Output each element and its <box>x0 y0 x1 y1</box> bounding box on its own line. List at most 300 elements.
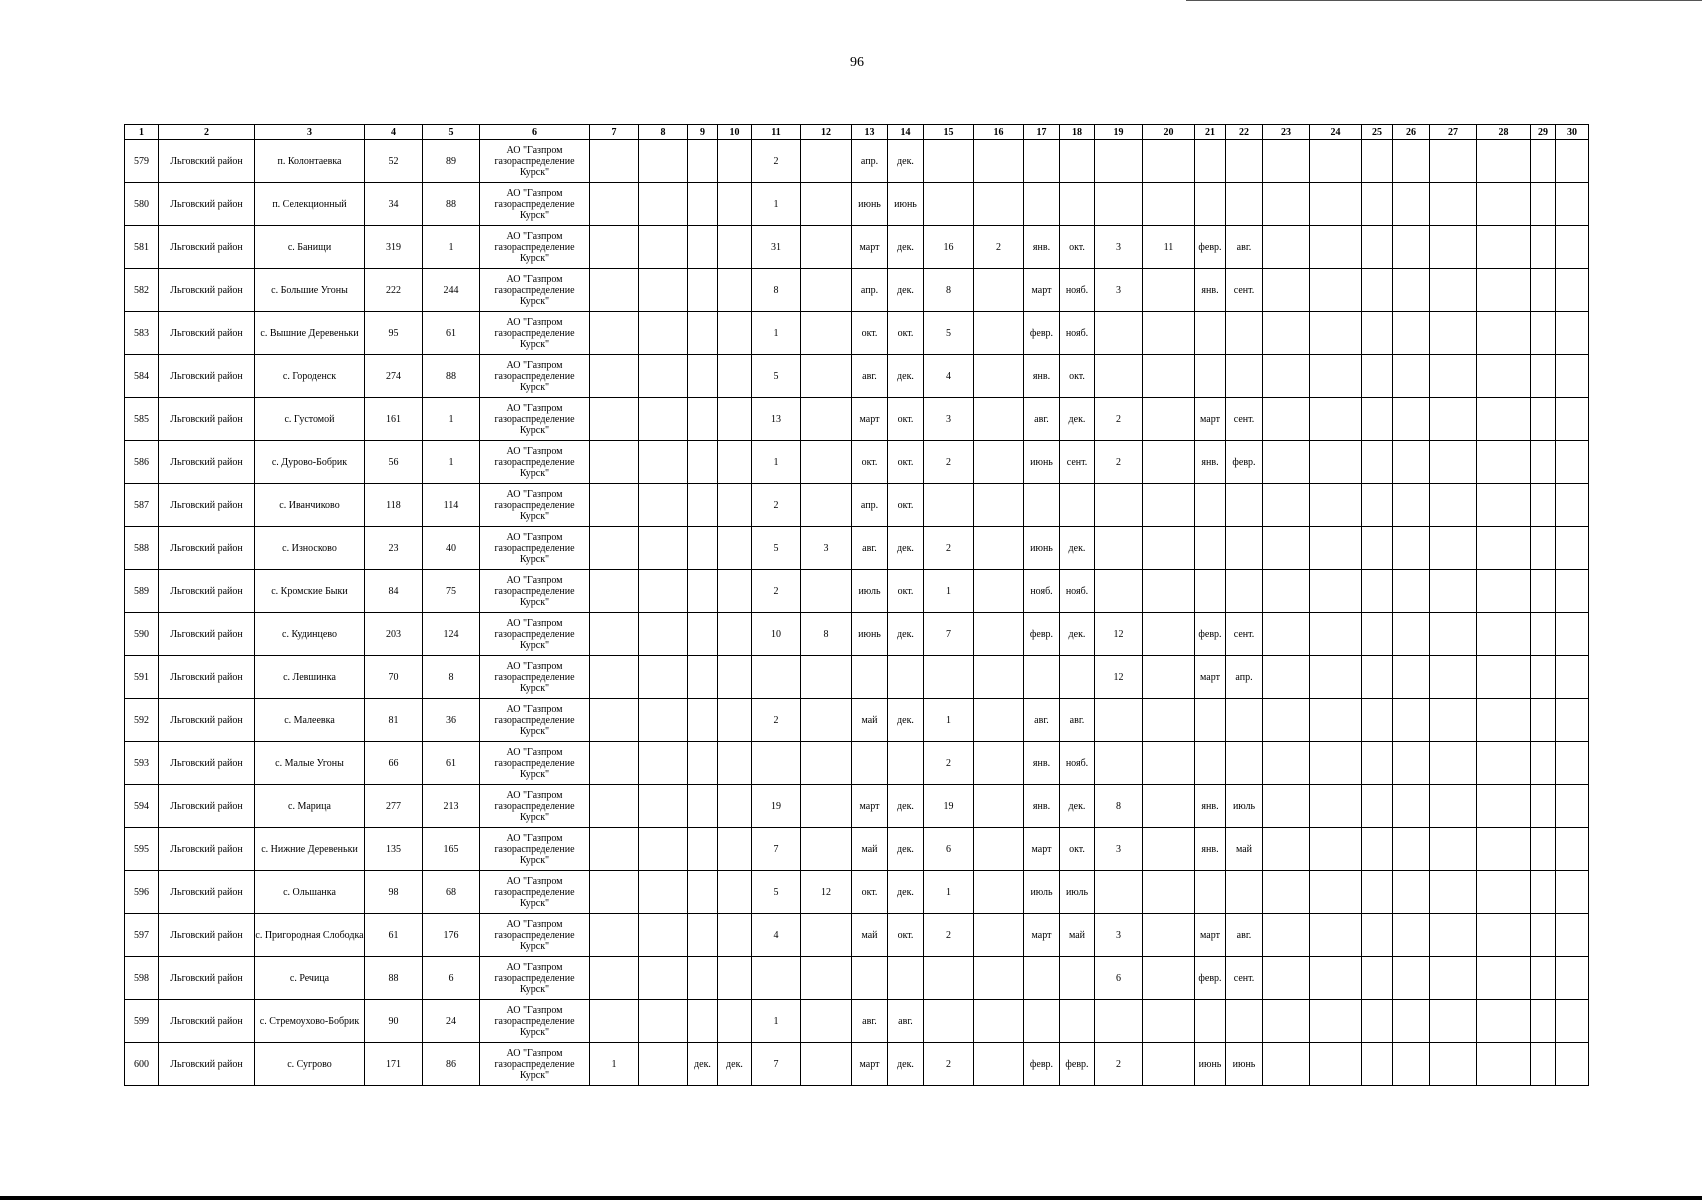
column-number: 27 <box>1430 125 1477 140</box>
table-cell: авг. <box>852 1000 888 1043</box>
table-cell <box>1263 570 1310 613</box>
table-cell <box>718 1000 752 1043</box>
table-row <box>125 140 1589 183</box>
table-cell <box>1310 742 1362 785</box>
table-cell <box>1095 570 1143 613</box>
table-cell <box>1556 269 1589 312</box>
table-cell <box>688 570 718 613</box>
table-row <box>125 183 1589 226</box>
table-cell: янв. <box>1024 226 1060 269</box>
table-cell: 86 <box>423 1043 480 1086</box>
table-cell <box>924 1000 974 1043</box>
table-cell: 88 <box>423 183 480 226</box>
table-row <box>125 699 1589 742</box>
table-cell: 135 <box>365 828 423 871</box>
table-cell: 597 <box>125 914 159 957</box>
table-cell <box>1362 140 1393 183</box>
table-cell: март <box>1195 398 1226 441</box>
table-cell: с. Нижние Деревеньки <box>255 828 365 871</box>
table-cell <box>801 742 852 785</box>
table-cell <box>718 355 752 398</box>
table-cell <box>801 484 852 527</box>
table-cell <box>1195 355 1226 398</box>
table-cell <box>974 484 1024 527</box>
table-cell <box>801 441 852 484</box>
table-cell: 11 <box>1143 226 1195 269</box>
table-cell <box>1024 656 1060 699</box>
table-row <box>125 742 1589 785</box>
table-cell <box>924 140 974 183</box>
table-cell <box>1531 914 1556 957</box>
table-cell <box>688 742 718 785</box>
table-cell <box>1430 183 1477 226</box>
table-cell: 581 <box>125 226 159 269</box>
table-cell <box>974 957 1024 1000</box>
table-cell <box>688 914 718 957</box>
table-cell <box>1430 570 1477 613</box>
table-cell <box>1263 1043 1310 1086</box>
table-cell <box>688 312 718 355</box>
table-cell <box>1393 355 1430 398</box>
table-cell: дек. <box>1060 785 1095 828</box>
table-cell <box>1226 312 1263 355</box>
table-cell: 2 <box>1095 441 1143 484</box>
table-cell: 88 <box>423 355 480 398</box>
table-cell: 10 <box>752 613 801 656</box>
table-cell <box>1531 785 1556 828</box>
table-cell: окт. <box>1060 828 1095 871</box>
table-cell <box>1310 398 1362 441</box>
table-cell <box>1195 742 1226 785</box>
table-cell: авг. <box>888 1000 924 1043</box>
table-cell <box>1362 183 1393 226</box>
table-cell <box>718 699 752 742</box>
table-cell <box>590 226 639 269</box>
table-cell: АО "Газпром газораспределение Курск" <box>480 914 590 957</box>
table-cell: 12 <box>801 871 852 914</box>
table-cell: 19 <box>752 785 801 828</box>
table-cell <box>1226 871 1263 914</box>
table-cell: февр. <box>1024 1043 1060 1086</box>
table-cell <box>590 183 639 226</box>
table-cell <box>718 914 752 957</box>
table-cell: с. Ольшанка <box>255 871 365 914</box>
table-cell <box>1393 269 1430 312</box>
column-number: 11 <box>752 125 801 140</box>
table-cell <box>752 656 801 699</box>
column-number: 5 <box>423 125 480 140</box>
table-cell <box>1263 398 1310 441</box>
table-cell <box>718 957 752 1000</box>
table-cell: АО "Газпром газораспределение Курск" <box>480 183 590 226</box>
table-cell: окт. <box>1060 355 1095 398</box>
table-cell: АО "Газпром газораспределение Курск" <box>480 441 590 484</box>
table-cell <box>1310 785 1362 828</box>
table-cell <box>1143 914 1195 957</box>
table-row <box>125 355 1589 398</box>
table-cell: 589 <box>125 570 159 613</box>
column-number: 14 <box>888 125 924 140</box>
table-cell <box>1263 226 1310 269</box>
table-cell <box>852 742 888 785</box>
table-cell <box>1393 570 1430 613</box>
table-cell: с. Малеевка <box>255 699 365 742</box>
table-cell <box>1095 1000 1143 1043</box>
table-cell: 590 <box>125 613 159 656</box>
table-cell <box>590 828 639 871</box>
table-cell <box>1393 656 1430 699</box>
table-cell: март <box>1024 914 1060 957</box>
table-cell <box>1310 613 1362 656</box>
table-cell: 68 <box>423 871 480 914</box>
table-cell <box>1477 785 1531 828</box>
table-cell: окт. <box>888 914 924 957</box>
table-cell: Льговский район <box>159 613 255 656</box>
table-cell <box>1531 226 1556 269</box>
column-number: 4 <box>365 125 423 140</box>
column-number: 15 <box>924 125 974 140</box>
table-cell: с. Кудинцево <box>255 613 365 656</box>
table-cell: июнь <box>1226 1043 1263 1086</box>
table-cell <box>718 527 752 570</box>
table-cell <box>1226 742 1263 785</box>
table-cell <box>590 871 639 914</box>
table-cell: с. Стремоухово-Бобрик <box>255 1000 365 1043</box>
table-cell <box>1263 527 1310 570</box>
table-cell: 244 <box>423 269 480 312</box>
table-cell: АО "Газпром газораспределение Курск" <box>480 312 590 355</box>
table-row <box>125 527 1589 570</box>
table-cell <box>974 312 1024 355</box>
table-cell: 114 <box>423 484 480 527</box>
table-cell <box>639 312 688 355</box>
table-cell <box>1556 441 1589 484</box>
table-cell <box>688 398 718 441</box>
table-cell: Льговский район <box>159 785 255 828</box>
table-cell <box>1143 1043 1195 1086</box>
table-cell <box>639 656 688 699</box>
table-cell <box>1060 484 1095 527</box>
table-cell: авг. <box>852 355 888 398</box>
table-cell: янв. <box>1024 355 1060 398</box>
table-cell <box>1430 441 1477 484</box>
table-cell <box>1310 441 1362 484</box>
table-cell <box>1556 355 1589 398</box>
table-cell <box>974 1000 1024 1043</box>
table-cell <box>1310 699 1362 742</box>
table-cell <box>1195 312 1226 355</box>
table-cell: 98 <box>365 871 423 914</box>
table-cell <box>974 828 1024 871</box>
table-cell: 1 <box>752 183 801 226</box>
table-cell <box>1430 527 1477 570</box>
table-cell: 274 <box>365 355 423 398</box>
table-cell <box>1430 914 1477 957</box>
table-cell: окт. <box>888 312 924 355</box>
table-cell <box>1556 742 1589 785</box>
table-cell <box>1310 312 1362 355</box>
table-cell <box>1263 699 1310 742</box>
table-cell: окт. <box>888 398 924 441</box>
table-cell: апр. <box>852 269 888 312</box>
table-cell <box>974 742 1024 785</box>
table-row <box>125 828 1589 871</box>
table-cell <box>1430 484 1477 527</box>
table-cell <box>924 183 974 226</box>
table-cell <box>1477 398 1531 441</box>
table-cell <box>1531 183 1556 226</box>
table-cell: июнь <box>1024 527 1060 570</box>
table-cell <box>801 699 852 742</box>
table-cell <box>1226 355 1263 398</box>
table-cell <box>974 398 1024 441</box>
table-cell <box>590 785 639 828</box>
table-cell <box>1393 914 1430 957</box>
table-cell <box>1393 484 1430 527</box>
table-cell <box>1195 570 1226 613</box>
table-cell <box>974 1043 1024 1086</box>
table-cell <box>1024 140 1060 183</box>
table-cell: 61 <box>423 312 480 355</box>
table-cell <box>801 656 852 699</box>
table-cell: 584 <box>125 355 159 398</box>
table-cell <box>1195 871 1226 914</box>
table-cell <box>801 312 852 355</box>
table-cell: 594 <box>125 785 159 828</box>
table-cell: с. Пригородная Слободка <box>255 914 365 957</box>
table-cell <box>1556 484 1589 527</box>
table-cell <box>1430 140 1477 183</box>
table-cell: АО "Газпром газораспределение Курск" <box>480 570 590 613</box>
table-row <box>125 656 1589 699</box>
table-cell <box>1060 1000 1095 1043</box>
table-cell <box>1095 312 1143 355</box>
table-cell: нояб. <box>1060 570 1095 613</box>
table-cell <box>801 785 852 828</box>
table-cell: 70 <box>365 656 423 699</box>
table-cell <box>1362 785 1393 828</box>
table-cell: 171 <box>365 1043 423 1086</box>
table-cell <box>1362 914 1393 957</box>
table-body <box>125 125 1589 1086</box>
table-cell: 4 <box>752 914 801 957</box>
table-cell <box>1477 613 1531 656</box>
table-row <box>125 484 1589 527</box>
table-cell <box>1362 1043 1393 1086</box>
table-cell <box>688 656 718 699</box>
column-number: 8 <box>639 125 688 140</box>
table-cell <box>1477 441 1531 484</box>
table-cell: 2 <box>974 226 1024 269</box>
table-cell <box>1393 527 1430 570</box>
table-cell <box>974 269 1024 312</box>
table-cell <box>1556 226 1589 269</box>
table-cell: 66 <box>365 742 423 785</box>
table-cell <box>1195 1000 1226 1043</box>
table-cell: Льговский район <box>159 570 255 613</box>
table-cell: дек. <box>888 699 924 742</box>
table-cell: 596 <box>125 871 159 914</box>
table-cell: АО "Газпром газораспределение Курск" <box>480 785 590 828</box>
table-cell: июнь <box>1195 1043 1226 1086</box>
table-cell: сент. <box>1226 613 1263 656</box>
table-cell: 5 <box>924 312 974 355</box>
table-cell <box>1477 957 1531 1000</box>
table-cell <box>1143 957 1195 1000</box>
table-cell: янв. <box>1195 785 1226 828</box>
table-cell <box>718 312 752 355</box>
table-cell <box>1531 699 1556 742</box>
table-cell: Льговский район <box>159 484 255 527</box>
table-cell <box>718 183 752 226</box>
table-cell: с. Банищи <box>255 226 365 269</box>
table-cell: 2 <box>924 1043 974 1086</box>
table-cell <box>1024 484 1060 527</box>
table-cell: с. Вышние Деревеньки <box>255 312 365 355</box>
table-cell <box>590 742 639 785</box>
table-cell: май <box>852 914 888 957</box>
table-cell: 89 <box>423 140 480 183</box>
table-cell: дек. <box>688 1043 718 1086</box>
table-cell: янв. <box>1195 828 1226 871</box>
table-cell <box>1531 742 1556 785</box>
table-cell: апр. <box>852 484 888 527</box>
table-cell: 24 <box>423 1000 480 1043</box>
table-cell: 591 <box>125 656 159 699</box>
table-cell: окт. <box>888 484 924 527</box>
table-cell <box>1362 398 1393 441</box>
table-cell <box>590 613 639 656</box>
column-number: 21 <box>1195 125 1226 140</box>
table-cell <box>639 828 688 871</box>
table-cell: с. Речица <box>255 957 365 1000</box>
table-cell <box>590 441 639 484</box>
table-cell <box>974 613 1024 656</box>
table-cell <box>1095 527 1143 570</box>
table-cell: окт. <box>852 441 888 484</box>
table-cell <box>1143 613 1195 656</box>
table-cell <box>1362 1000 1393 1043</box>
table-cell: с. Сугрово <box>255 1043 365 1086</box>
table-cell <box>1143 183 1195 226</box>
table-cell <box>974 656 1024 699</box>
table-cell: с. Левшинка <box>255 656 365 699</box>
table-cell <box>718 398 752 441</box>
table-cell <box>1362 828 1393 871</box>
table-row <box>125 957 1589 1000</box>
table-cell: с. Дурово-Бобрик <box>255 441 365 484</box>
column-number: 10 <box>718 125 752 140</box>
table-cell <box>1226 570 1263 613</box>
table-cell: июнь <box>852 613 888 656</box>
table-cell <box>1556 312 1589 355</box>
table-cell <box>590 398 639 441</box>
table-cell: 95 <box>365 312 423 355</box>
table-cell: сент. <box>1226 398 1263 441</box>
table-cell: п. Колонтаевка <box>255 140 365 183</box>
table-cell <box>1393 398 1430 441</box>
table-cell: 8 <box>801 613 852 656</box>
table-cell: май <box>1060 914 1095 957</box>
table-cell: авг. <box>852 527 888 570</box>
table-cell <box>1263 871 1310 914</box>
table-cell <box>590 269 639 312</box>
table-cell: с. Износково <box>255 527 365 570</box>
table-cell <box>1362 355 1393 398</box>
table-cell: Льговский район <box>159 355 255 398</box>
table-cell: АО "Газпром газораспределение Курск" <box>480 1043 590 1086</box>
table-cell <box>1143 441 1195 484</box>
table-cell <box>1143 828 1195 871</box>
table-cell <box>1531 312 1556 355</box>
table-cell: март <box>1024 828 1060 871</box>
table-cell <box>1195 183 1226 226</box>
table-cell <box>639 269 688 312</box>
table-cell: Льговский район <box>159 742 255 785</box>
table-cell <box>1195 699 1226 742</box>
table-cell <box>639 140 688 183</box>
table-cell <box>1430 871 1477 914</box>
table-cell: 2 <box>752 484 801 527</box>
table-cell <box>1143 398 1195 441</box>
table-cell: окт. <box>888 441 924 484</box>
table-cell <box>801 183 852 226</box>
table-cell <box>1226 484 1263 527</box>
table-cell: с. Густомой <box>255 398 365 441</box>
table-cell <box>974 785 1024 828</box>
table-cell <box>1477 183 1531 226</box>
table-cell <box>1531 398 1556 441</box>
table-cell: 61 <box>365 914 423 957</box>
table-cell: окт. <box>888 570 924 613</box>
table-cell <box>1556 656 1589 699</box>
table-cell: 34 <box>365 183 423 226</box>
table-cell <box>1477 828 1531 871</box>
table-cell: 579 <box>125 140 159 183</box>
table-cell <box>1095 183 1143 226</box>
table-cell <box>1556 1043 1589 1086</box>
table-cell <box>639 1043 688 1086</box>
table-cell <box>974 914 1024 957</box>
table-cell <box>1531 656 1556 699</box>
table-cell <box>1393 312 1430 355</box>
table-cell: АО "Газпром газораспределение Курск" <box>480 140 590 183</box>
table-cell <box>1556 183 1589 226</box>
table-cell <box>1477 699 1531 742</box>
table-cell <box>1531 1043 1556 1086</box>
table-cell: Льговский район <box>159 140 255 183</box>
table-cell <box>1143 140 1195 183</box>
table-cell <box>1393 699 1430 742</box>
table-cell: 8 <box>1095 785 1143 828</box>
table-cell <box>1310 226 1362 269</box>
table-cell <box>1531 269 1556 312</box>
table-cell <box>590 140 639 183</box>
table-cell <box>852 656 888 699</box>
table-row <box>125 1043 1589 1086</box>
table-cell: 1 <box>752 312 801 355</box>
table-cell <box>639 226 688 269</box>
table-cell <box>1477 269 1531 312</box>
table-cell: 2 <box>752 140 801 183</box>
table-cell <box>639 742 688 785</box>
table-cell: 7 <box>752 828 801 871</box>
table-row <box>125 398 1589 441</box>
table-cell: сент. <box>1060 441 1095 484</box>
table-cell: 2 <box>924 527 974 570</box>
table-cell: авг. <box>1060 699 1095 742</box>
table-row <box>125 871 1589 914</box>
